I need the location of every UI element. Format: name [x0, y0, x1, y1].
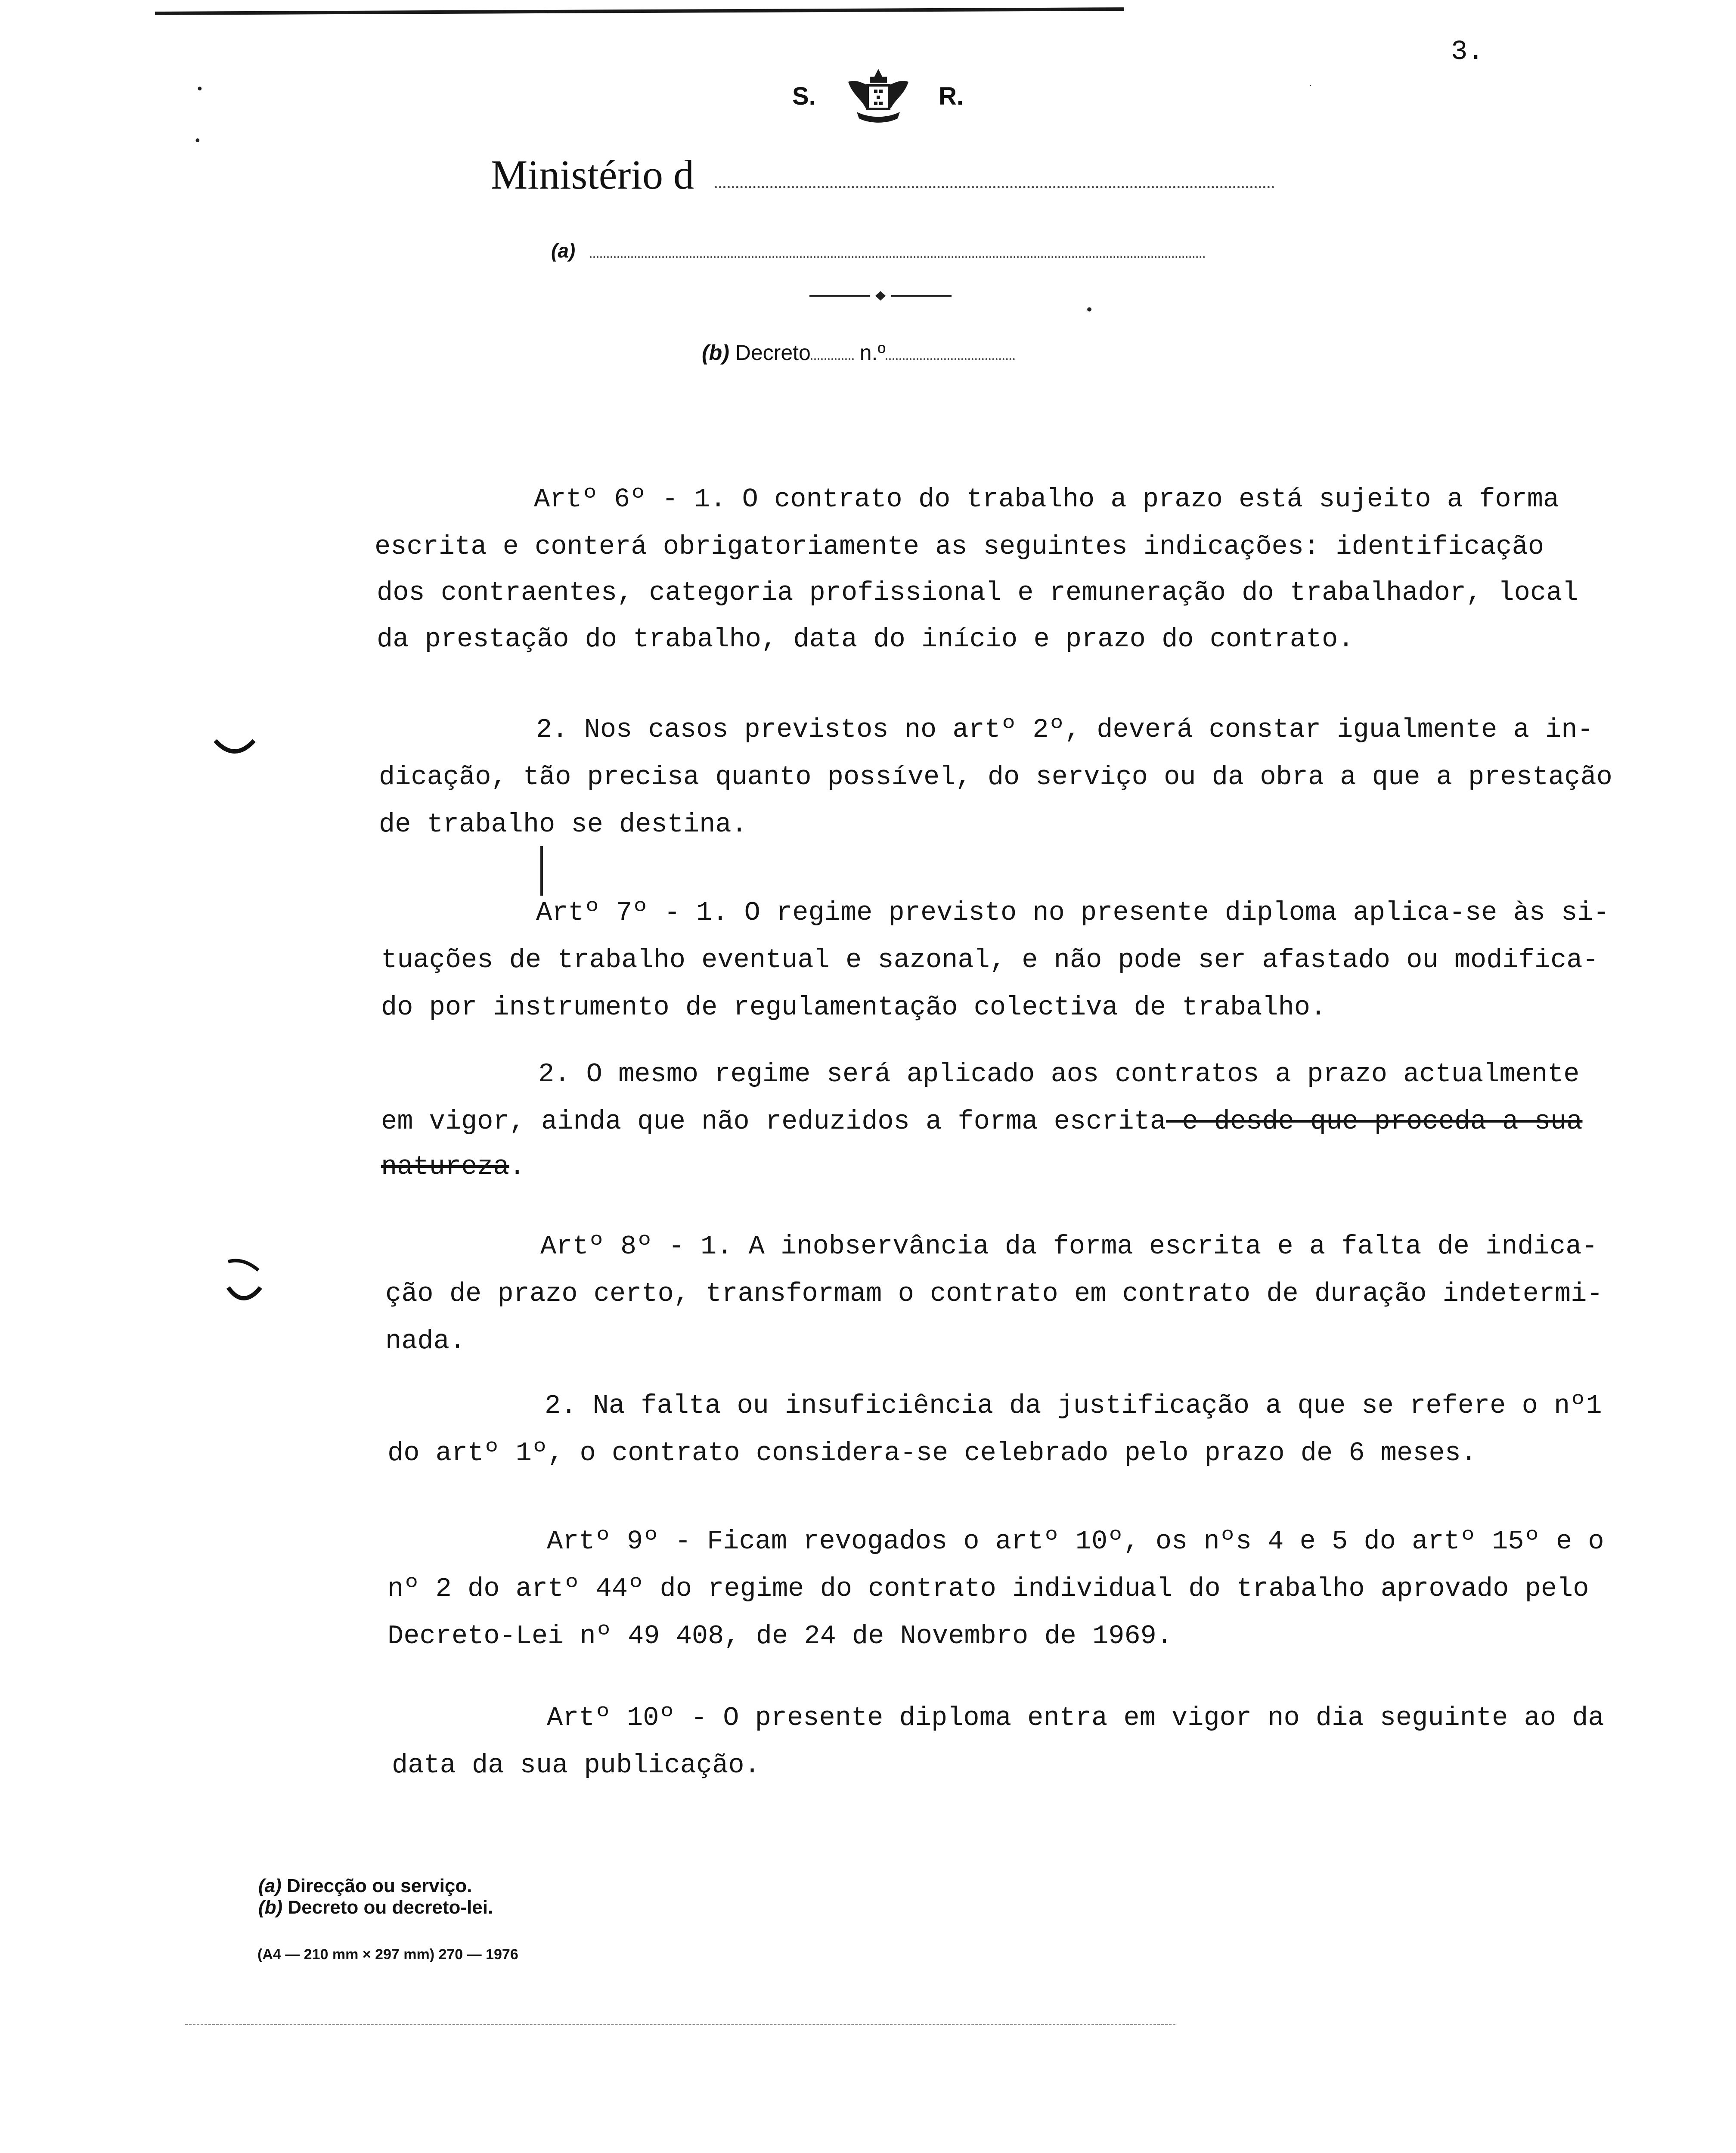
margin-dot-3: · [1309, 80, 1312, 92]
ornament-divider [809, 289, 952, 302]
sr-emblem-line [792, 65, 973, 129]
art8-line3: nada. [385, 1326, 466, 1356]
ministerio-fill-line [715, 186, 1274, 188]
art7-2-struck-text: e desde que proceda a sua [1166, 1106, 1583, 1137]
form-code: (A4 — 210 mm × 297 mm) 270 — 1976 [257, 1946, 518, 1963]
art7-2-line2-text: em vigor, ainda que não reduzidos a forma escrita [381, 1106, 1166, 1137]
footnote-b-text: Decreto ou decreto-lei. [288, 1897, 493, 1918]
top-rule [155, 7, 1124, 15]
margin-dot-2: • [194, 133, 202, 149]
margin-hole-mark [220, 1257, 267, 1313]
art7-2-line3 [381, 1143, 525, 1191]
footnote-b-label: (b) [258, 1897, 283, 1918]
art7-2-struck-word: natureza [381, 1151, 509, 1182]
art7-line1: Artº 7º - 1. O regime previsto no presente diploma aplica-se às si- [536, 897, 1609, 928]
art9-line1: Artº 9º - Ficam revogados o artº 10º, os nºs 4 e 5 do artº 15º e o [547, 1526, 1604, 1557]
footnote-a [258, 1875, 493, 1897]
decreto-word: Decreto [735, 341, 811, 365]
footnotes [258, 1875, 493, 1918]
ministerio-label: Ministério d [491, 152, 694, 198]
art6-2-line1: 2. Nos casos previstos no artº 2º, deverá constar igualmente a in- [536, 714, 1593, 745]
art6-line2: escrita e conterá obrigatoriamente as seguintes indicações: identificação [375, 531, 1544, 562]
art6-line3: dos contraentes, categoria profissional e remuneração do trabalhador, local [377, 577, 1578, 608]
bottom-dashed-line [185, 2024, 1175, 2025]
decreto-fill [811, 354, 854, 360]
art7-2-line1: 2. O mesmo regime será aplicado aos contratos a prazo actualmente [538, 1059, 1580, 1089]
art6-line4: da prestação do trabalho, data do início e prazo do contrato. [377, 624, 1354, 655]
art7-2-line3-end: . [509, 1151, 525, 1182]
margin-curve-mark [211, 732, 258, 762]
art7-line3: do por instrumento de regulamentação colectiva de trabalho. [381, 992, 1327, 1023]
art9-line3: Decreto-Lei nº 49 408, de 24 de Novembro de 1969. [388, 1621, 1173, 1651]
art8-2-line2: do artº 1º, o contrato considera-se celebrado pelo prazo de 6 meses. [388, 1438, 1477, 1468]
art7-2-line2 [381, 1098, 1582, 1145]
art7-line2: tuações de trabalho eventual e sazonal, e não pode ser afastado ou modifica- [381, 945, 1599, 975]
art9-line2: nº 2 do artº 44º do regime do contrato individual do trabalho aprovado pelo [388, 1573, 1589, 1604]
decreto-b-label: (b) [702, 341, 729, 365]
art6-2-line2: dicação, tão precisa quanto possível, do serviço ou da obra a que a prestação [379, 762, 1612, 792]
coat-of-arms-icon [840, 65, 917, 129]
footnote-a-label: (a) [258, 1875, 282, 1896]
art6-line1: Artº 6º - 1. O contrato do trabalho a prazo está sujeito a forma [534, 484, 1559, 515]
sr-right-letter: R. [939, 82, 964, 110]
art6-2-line3: de trabalho se destina. [379, 809, 747, 840]
art10-line2: data da sua publicação. [392, 1750, 760, 1781]
page-number: 3. [1451, 37, 1484, 68]
footnote-a-text: Direcção ou serviço. [287, 1875, 472, 1896]
art10-line1: Artº 10º - O presente diploma entra em vigor no dia seguinte ao da [547, 1703, 1604, 1733]
art8-line1: Artº 8º - 1. A inobservância da forma escrita e a falta de indica- [540, 1231, 1598, 1262]
line-a-label: (a) [551, 239, 576, 262]
sr-left-letter: S. [792, 82, 816, 110]
margin-dot-1: • [196, 82, 204, 97]
footnote-b [258, 1897, 493, 1918]
art8-2-line1: 2. Na falta ou insuficiência da justificação a que se refere o nº1 [545, 1390, 1602, 1421]
decreto-line [702, 340, 1015, 365]
margin-vertical-bar [540, 846, 543, 896]
decreto-number-fill [886, 354, 1015, 360]
line-a-fill [590, 256, 1206, 258]
decreto-number-label: n.º [859, 341, 886, 365]
art8-line2: ção de prazo certo, transformam o contrato em contrato de duração indetermi- [385, 1278, 1603, 1309]
margin-dot-4: • [1085, 301, 1094, 319]
